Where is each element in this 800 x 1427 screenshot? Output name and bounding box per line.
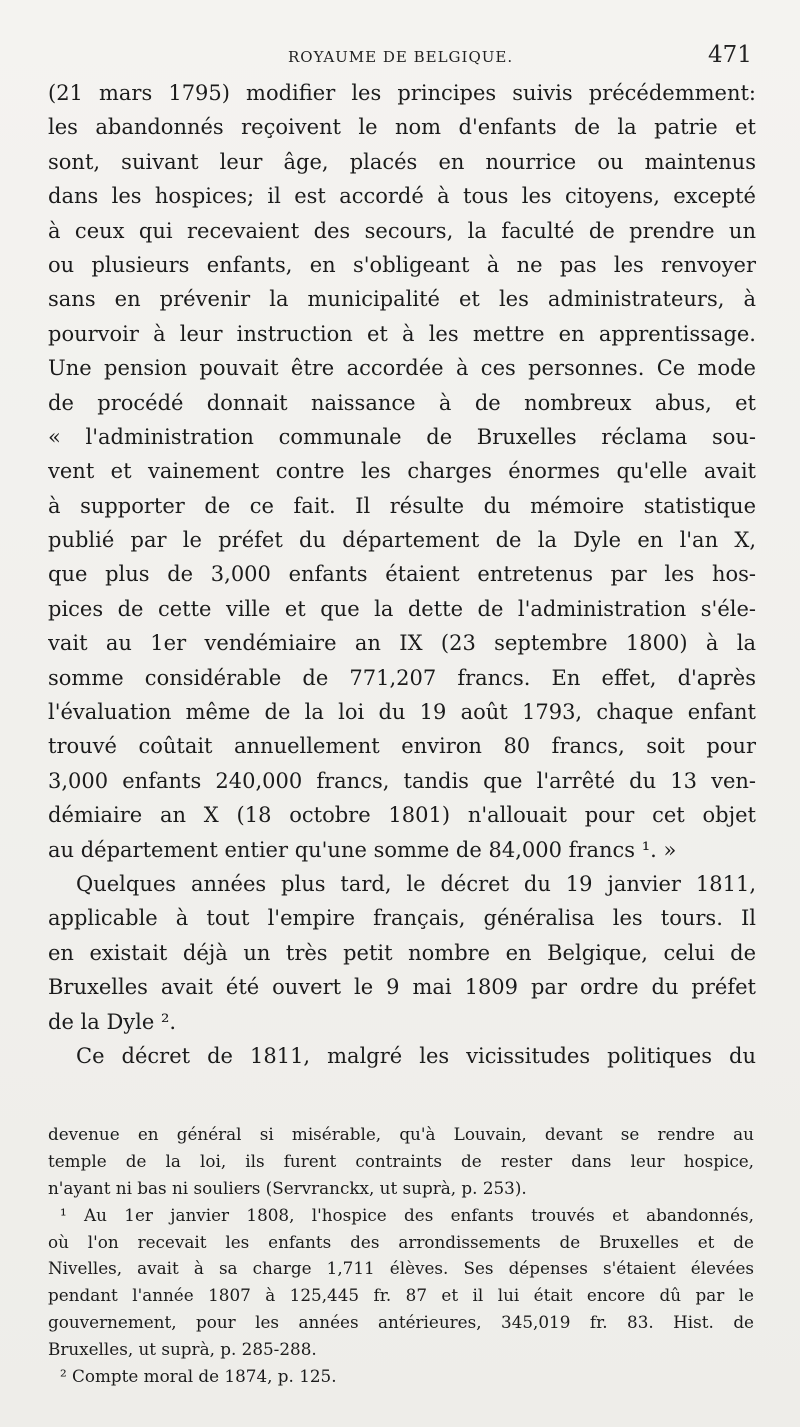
text-line: sans en prévenir la municipalité et les administrateurs, à [48,287,756,312]
text-line: à supporter de ce fait. Il résulte du mémoire statistique [48,493,756,518]
text-line: les abandonnés reçoivent le nom d'enfants de la patrie et [48,115,756,140]
footnote-line: Nivelles, avait à sa charge 1,711 élèves. Ses dépenses s'étaient élevées [48,1258,754,1279]
footnote-line: devenue en général si misérable, qu'à Louvain, devant se rendre au [48,1124,754,1144]
text-line: dans les hospices; il est accordé à tous les citoyens, excepté [48,184,756,209]
text-line: de la Dyle ². [48,1009,177,1034]
text-line: publié par le préfet du département de la Dyle en l'an X, [48,528,756,553]
text-line: sont, suivant leur âge, placés en nourrice ou maintenus [48,149,756,174]
text-line: pourvoir à leur instruction et à les mettre en apprentissage. [48,321,756,346]
text-line: « l'administration communale de Bruxelles réclama sou- [48,424,756,449]
text-line: que plus de 3,000 enfants étaient entretenus par les hos- [48,562,756,587]
footnote-line: Bruxelles, ut suprà, p. 285-288. [48,1339,317,1360]
text-line: (21 mars 1795) modifier les principes suivis précédemment: [48,81,756,105]
text-line: somme considérable de 771,207 francs. En effet, d'après [48,665,756,690]
text-line: l'évaluation même de la loi du 19 août 1793, chaque enfant [48,700,756,725]
page-number: 471 [708,42,752,68]
footnote-line: ¹ Au 1er janvier 1808, l'hospice des enfants trouvés et abandonnés, [60,1204,754,1225]
text-line: pices de cette ville et que la dette de l'administration s'éle- [48,596,756,621]
text-line: Une pension pouvait être accordée à ces personnes. Ce mode [48,356,756,381]
footnote-line: pendant l'année 1807 à 125,445 fr. 87 et il lui était encore dû par le [48,1285,754,1306]
text-line: applicable à tout l'empire français, généralisa les tours. Il [48,906,756,931]
text-line: en existait déjà un très petit nombre en Belgique, celui de [48,940,756,965]
footnotes [48,1121,754,1390]
footnote-line: où l'on recevait les enfants des arrondissements de Bruxelles et de [48,1231,754,1252]
footnote-line: n'ayant ni bas ni souliers (Servranckx, ut suprà, p. 253). [48,1177,527,1198]
footnote-line: ² Compte moral de 1874, p. 125. [60,1366,337,1387]
text-line: trouvé coûtait annuellement environ 80 francs, soit pour [48,734,756,759]
text-line: Ce décret de 1811, malgré les vicissitudes politiques du [76,1043,756,1068]
text-line: démiaire an X (18 octobre 1801) n'allouait pour cet objet [48,803,756,828]
footnote-line: temple de la loi, ils furent contraints de rester dans leur hospice, [48,1150,754,1171]
text-line: de procédé donnait naissance à de nombreux abus, et [48,390,756,415]
text-line: au département entier qu'une somme de 84,000 francs ¹. » [48,837,677,862]
text-line: à ceux qui recevaient des secours, la faculté de prendre un [48,218,756,243]
page-header [0,40,800,80]
body-text [48,76,756,1073]
text-line: Quelques années plus tard, le décret du 19 janvier 1811, [76,871,756,896]
text-line: Bruxelles avait été ouvert le 9 mai 1809 par ordre du préfet [48,975,756,1000]
footnote-line: gouvernement, pour les années antérieures, 345,019 fr. 83. Hist. de [48,1312,754,1333]
running-head: ROYAUME DE BELGIQUE. [288,48,514,66]
text-line: vent et vainement contre les charges énormes qu'elle avait [48,459,756,484]
text-line: vait au 1er vendémiaire an IX (23 septembre 1800) à la [48,631,756,656]
text-line: ou plusieurs enfants, en s'obligeant à ne pas les renvoyer [48,252,756,277]
text-line: 3,000 enfants 240,000 francs, tandis que l'arrêté du 13 ven- [48,768,756,793]
